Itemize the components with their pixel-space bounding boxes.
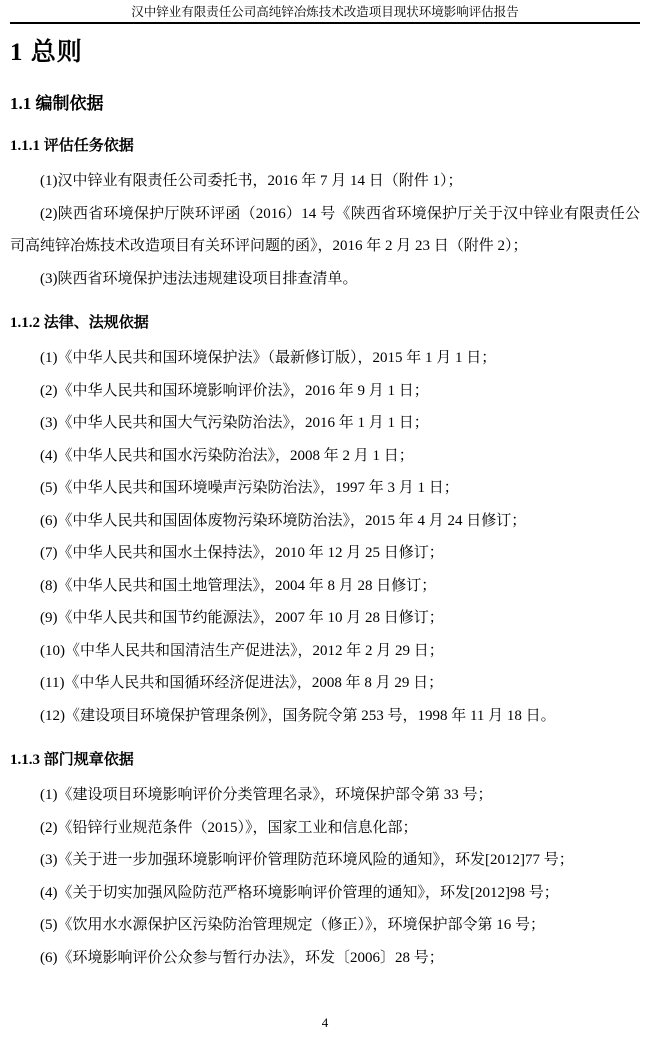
list-item: (3)《中华人民共和国大气污染防治法》，2016 年 1 月 1 日；	[40, 415, 429, 431]
list-item: (3)《关于进一步加强环境影响评价管理防范环境风险的通知》，环发[2012]77 号；	[40, 852, 574, 868]
list-item: (10)《中华人民共和国清洁生产促进法》，2012 年 2 月 29 日；	[40, 642, 444, 659]
list-item: (1)汉中锌业有限责任公司委托书，2016 年 7 月 14 日（附件 1）；	[40, 173, 463, 189]
list-item: (4)《中华人民共和国水污染防治法》，2008 年 2 月 1 日；	[40, 447, 414, 464]
list-item: (11)《中华人民共和国循环经济促进法》，2008 年 8 月 29 日；	[40, 675, 444, 691]
list-item: (1)《中华人民共和国环境保护法》（最新修订版），2015 年 1 月 1 日；	[40, 350, 497, 366]
list-item: (5)《中华人民共和国环境噪声污染防治法》，1997 年 3 月 1 日；	[40, 480, 459, 496]
chapter-title: 1 总则	[10, 39, 83, 66]
page-header: 汉中锌业有限责任公司高纯锌冶炼技术改造项目现状环境影响评估报告	[131, 5, 519, 19]
subsection-heading-1-1-3: 1.1.3 部门规章依据	[10, 752, 134, 768]
list-item: (12)《建设项目环境保护管理条例》，国务院令第 253 号，1998 年 11 月 18 日。	[40, 707, 556, 724]
list-item: (5)《饮用水水源保护区污染防治管理规定（修正）》，环境保护部令第 16 号；	[40, 917, 545, 933]
list-item: (6)《环境影响评价公众参与暂行办法》，环发〔2006〕28 号；	[40, 949, 444, 966]
list-item: (2)陕西省环境保护厅陕环评函（2016）14 号《陕西省环境保护厅关于汉中锌业有限责任公司高纯锌冶炼技术改造项目有关环评问题的函》，2016 年 2 月 23 日（附件 2）；	[10, 205, 640, 254]
list-item: (1)《建设项目环境影响评价分类管理名录》，环境保护部令第 33 号；	[40, 787, 493, 803]
list-item: (8)《中华人民共和国土地管理法》，2004 年 8 月 28 日修订；	[40, 577, 437, 594]
list-item: (7)《中华人民共和国水土保持法》，2010 年 12 月 25 日修订；	[40, 545, 444, 561]
page-number: 4	[321, 1015, 329, 1030]
list-item: (2)《中华人民共和国环境影响评价法》，2016 年 9 月 1 日；	[40, 382, 429, 399]
list-item: (4)《关于切实加强风险防范严格环境影响评价管理的通知》，环发[2012]98 号；	[40, 884, 559, 901]
section-heading-1-1: 1.1 编制依据	[10, 94, 104, 113]
list-item: (3)陕西省环境保护违法违规建设项目排查清单。	[40, 270, 358, 287]
list-item: (9)《中华人民共和国节约能源法》，2007 年 10 月 28 日修订；	[40, 610, 444, 626]
subsection-heading-1-1-2: 1.1.2 法律、法规依据	[10, 315, 149, 331]
list-item: (6)《中华人民共和国固体废物污染环境防治法》，2015 年 4 月 24 日修订；	[40, 512, 527, 529]
header-divider	[10, 22, 640, 24]
subsection-heading-1-1-1: 1.1.1 评估任务依据	[10, 138, 134, 154]
list-item: (2)《铅锌行业规范条件（2015）》，国家工业和信息化部；	[40, 819, 418, 836]
